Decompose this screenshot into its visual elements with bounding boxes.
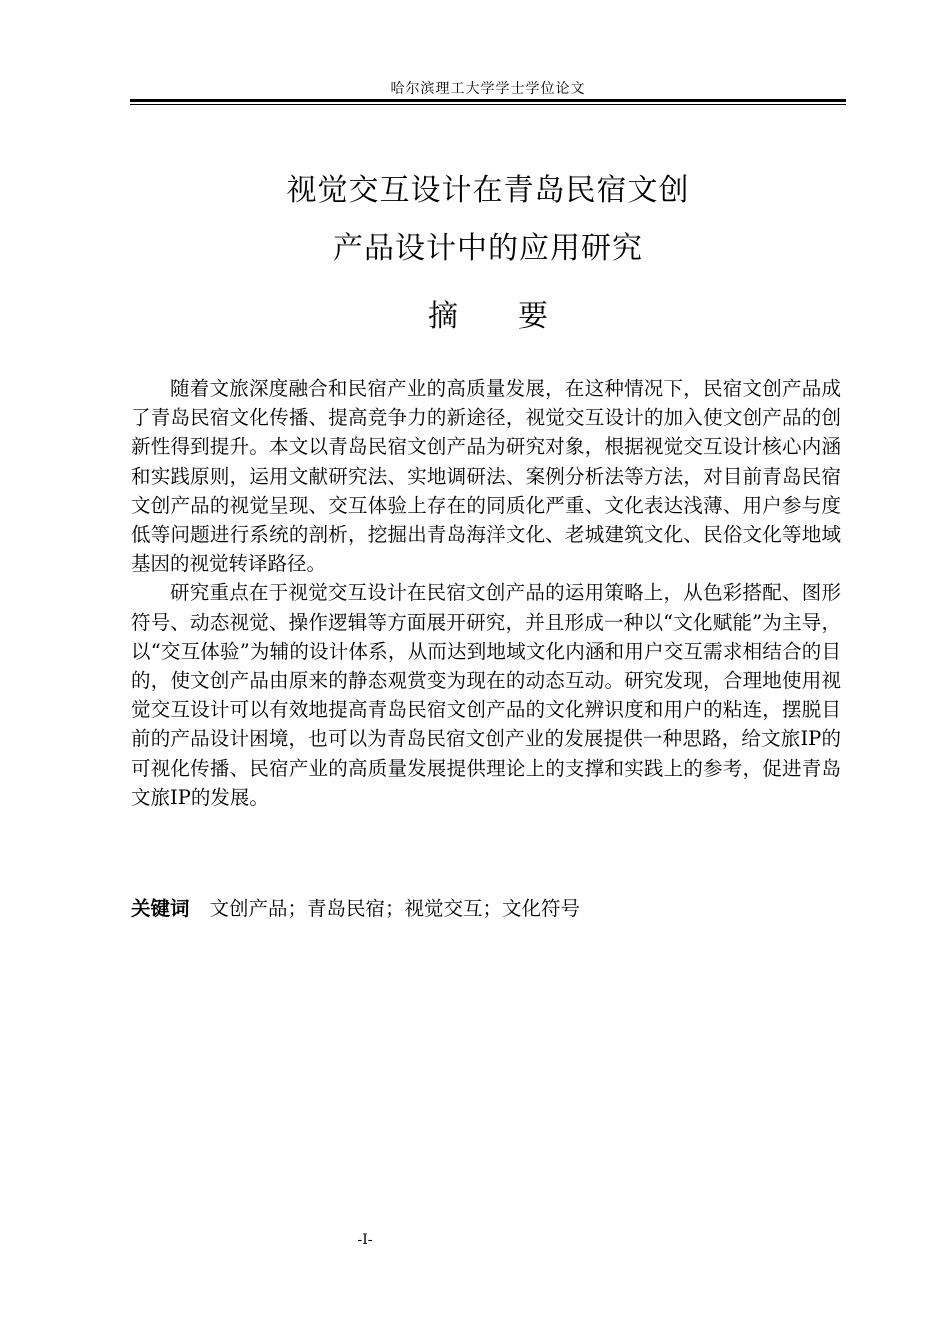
- abstract-paragraph-2: 研究重点在于视觉交互设计在民宿文创产品的运用策略上，从色彩搭配、图形符号、动态视觉、操作逻辑等方面展开研究，并且形成一种以“文化赋能”为主导，以“交互体验”为辅的设计体系，从而达到地域文化内涵和用户交互需求相结合的目的，使文创产品由原来的静态观赏变为现在的动态互动。研究发现，合理地使用视觉交互设计可以有效地提高青岛民宿文创产品的文化辨识度和用户的粘连，摆脱目前的产品设计困境，也可以为青岛民宿文创产业的发展提供一种思路，给文旅IP的可视化传播、民宿产业的高质量发展提供理论上的支撑和实践上的参考，促进青岛文旅IP的发展。: [131, 581, 841, 809]
- thesis-title-line-2: 产品设计中的应用研究: [333, 231, 643, 266]
- keywords-line: [131, 894, 841, 923]
- thesis-title-line-1: 视觉交互设计在青岛民宿文创: [286, 173, 690, 208]
- page-number: -I-: [357, 1232, 373, 1248]
- running-header: 哈尔滨理工大学学士学位论文: [390, 81, 586, 97]
- keywords-label: 关键词: [131, 897, 190, 920]
- abstract-paragraph-1: 随着文旅深度融合和民宿产业的高质量发展，在这种情况下，民宿文创产品成了青岛民宿文化传播、提高竞争力的新途径，视觉交互设计的加入使文创产品的创新性得到提升。本文以青岛民宿文创产品为研究对象，根据视觉交互设计核心内涵和实践原则，运用文献研究法、实地调研法、案例分析法等方法，对目前青岛民宿文创产品的视觉呈现、交互体验上存在的同质化严重、文化表达浅薄、用户参与度低等问题进行系统的剖析，挖掘出青岛海洋文化、老城建筑文化、民俗文化等地域基因的视觉转译路径。: [131, 377, 841, 576]
- abstract-body: [131, 374, 841, 812]
- abstract-heading: 摘要: [428, 299, 608, 334]
- header-rule-thin: [130, 104, 846, 105]
- header-rule-thick: [130, 99, 846, 102]
- keywords-value: 文创产品；青岛民宿；视觉交互；文化符号: [209, 897, 581, 920]
